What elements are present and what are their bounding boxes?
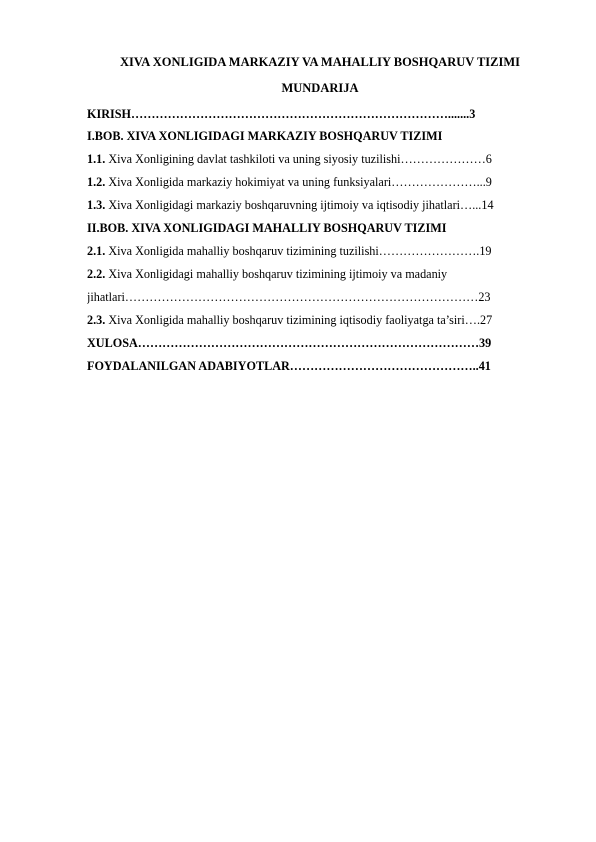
toc-entry-text: II.BOB. XIVA XONLIGIDAGI MAHALLIY BOSHQARUV TIZIMI	[87, 221, 447, 235]
toc-entry-number: 1.2.	[87, 175, 106, 189]
toc-entry-text: Xiva Xonligidagi markaziy boshqaruvning ijtimoiy va iqtisodiy jihatlari…...14	[105, 198, 494, 212]
toc-entry-2-2[interactable]	[87, 265, 557, 283]
toc-entry-number: 1.1.	[87, 152, 106, 166]
toc-entry-1-1[interactable]	[87, 150, 557, 168]
toc-entry-text: FOYDALANILGAN ADABIYOTLAR………………………………………..41	[87, 359, 491, 373]
toc-entry-text: jihatlari……………………………………………………………………………23	[87, 290, 491, 304]
toc-entry-text: Xiva Xonligida markaziy hokimiyat va uning funksiyalari…………………...9	[105, 175, 492, 189]
toc-entry-text: Xiva Xonligidagi mahalliy boshqaruv tizimining ijtimoiy va madaniy	[105, 267, 448, 281]
toc-entry-text: Xiva Xonligining davlat tashkiloti va uning siyosiy tuzilishi…………………6	[105, 152, 492, 166]
toc-entry-intro[interactable]	[87, 105, 557, 123]
toc-entry-number: 2.3.	[87, 313, 106, 327]
toc-entry-text: XULOSA…………………………………………………………………………39	[87, 336, 492, 350]
toc-entry-bibliography[interactable]	[87, 357, 557, 375]
document-title: XIVA XONLIGIDA MARKAZIY VA MAHALLIY BOSHQARUV TIZIMI	[119, 55, 521, 69]
toc-entry-conclusion[interactable]	[87, 334, 557, 352]
toc-entry-text: KIRISH…………………………………………………………………….......3	[87, 107, 476, 121]
toc-entry-2-2-continued[interactable]	[87, 288, 557, 306]
toc-heading: MUNDARIJA	[281, 81, 359, 95]
toc-entry-1-3[interactable]	[87, 196, 557, 214]
toc-entry-2-3[interactable]	[87, 311, 557, 329]
toc-entry-chapter-2[interactable]	[87, 219, 557, 237]
toc-entry-text: Xiva Xonligida mahalliy boshqaruv tizimining tuzilishi…………………….19	[105, 244, 492, 258]
toc-entry-number: 1.3.	[87, 198, 106, 212]
toc-entry-1-2[interactable]	[87, 173, 557, 191]
toc-entry-text: I.BOB. XIVA XONLIGIDAGI MARKAZIY BOSHQARUV TIZIMI	[87, 129, 443, 143]
toc-entry-chapter-1[interactable]	[87, 127, 557, 145]
toc-entry-number: 2.1.	[87, 244, 106, 258]
toc-entry-2-1[interactable]	[87, 242, 557, 260]
toc-entry-text: Xiva Xonligida mahalliy boshqaruv tizimining iqtisodiy faoliyatga ta’siri….27	[105, 313, 493, 327]
toc-entry-number: 2.2.	[87, 267, 106, 281]
